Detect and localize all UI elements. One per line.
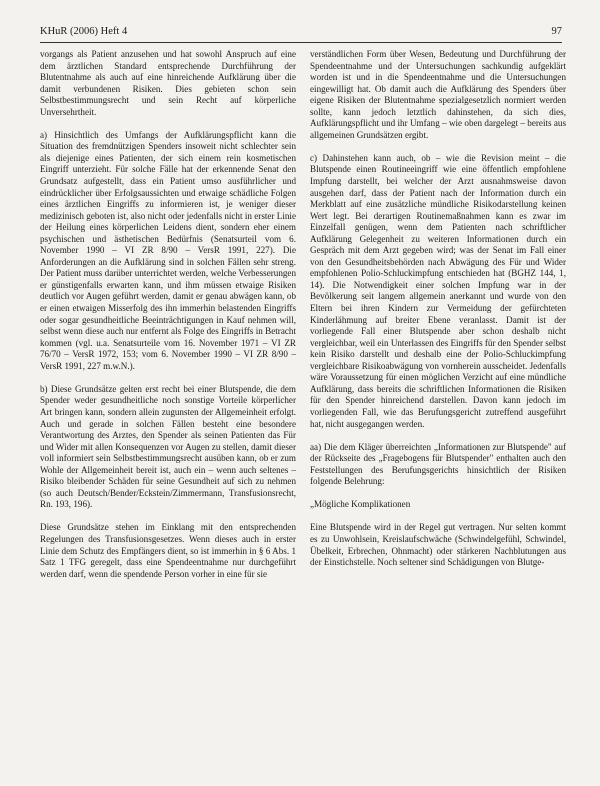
paragraph: a) Hinsichtlich des Umfangs der Aufklärungspflicht kann die Situation des fremdnützigen Spenders insoweit nicht schlechter sein als diejenige eines Patienten, der sich einem rein kosmetischen Eingriff unterzieht. Für solche Fälle hat der erkennende Senat den Grundsatz aufgestellt, dass ein Patient umso ausführlicher und eindrücklicher über Erfolgsaussichten und etwaige schädliche Folgen eines ärztlichen Eingriffs zu informieren ist, je weniger dieser medizinisch geboten ist, also nicht oder jedenfalls nicht in erster Linie der Heilung eines körperlichen Leidens dient, sondern eher einem psychischen und ästhetischen Bedürfnis (Senatsurteil vom 6. November 1990 – VI ZR 8/90 – VersR 1991, 227). Die Anforderungen an die Aufklärung sind in solchen Fällen sehr streng. Der Patient muss darüber unterrichtet werden, welche Verbesserungen er günstigenfalls erwarten kann, und ihm müssen etwaige Risiken deutlich vor Augen geführt werden, damit er genau abwägen kann, ob er einen etwaigen Misserfolg des ihn immerhin belastenden Eingriffs oder sogar gesundheitliche Beeinträchtigungen in Kauf nehmen will, selbst wenn diese auch nur entfernt als Folge des Eingriffs in Betracht kommen (vgl. u.a. Senatsurteile vom 16. November 1971 – VI ZR 76/70 – VersR 1972, 153; vom 6. November 1990 – VI ZR 8/90 – VersR 1991, 227 m.w.N.).: [40, 129, 296, 371]
left-column: [40, 49, 296, 580]
paragraph: verständlichen Form über Wesen, Bedeutung und Durchführung der Spendeentnahme und der Untersuchungen sachkundig aufgeklärt worden ist und in die Spendeentnahme und die Untersuchungen eingewilligt hat. Ob damit auch die Aufklärung des Spenders über eigene Risiken der Blutentnahme spezialgesetzlich normiert werden sollte, kann jedoch letztlich dahinstehen, da sich dies, Aufklärungspflicht und ihr Umfang – wie oben dargelegt – bereits aus allgemeinen Grundsätzen ergibt.: [310, 49, 566, 140]
paragraph: aa) Die dem Kläger überreichten „Informationen zur Blutspende" auf der Rückseite des „Fragebogens für Blutspender" enthalten auch den Feststellungen des Berufungsgerichts hinsichtlich der Risiken folgende Belehrung:: [310, 441, 566, 487]
right-column: [310, 49, 566, 569]
paragraph: Diese Grundsätze stehen im Einklang mit den entsprechenden Regelungen des Transfusionsgesetzes. Wenn dieses auch in erster Linie dem Schutz des Empfängers dient, so ist immerhin in § 6 Abs. 1 Satz 1 TFG geregelt, dass eine Spendeentnahme nur durchgeführt werden darf, wenn die spendende Person vorher in eine für sie: [40, 522, 296, 579]
paragraph: b) Diese Grundsätze gelten erst recht bei einer Blutspende, die dem Spender weder gesundheitliche noch sonstige Vorteile körperlicher Art bringen kann, sondern allein zugunsten der Allgemeinheit erfolgt. Auch und gerade in solchen Fällen besteht eine besondere Verantwortung des Arztes, den Spender als seinen Patienten das Für und Wider mit allen Konsequenzen vor Augen zu stellen, damit dieser voll informiert sein Selbstbestimmungsrecht ausüben kann, ob er zum Wohle der Allgemeinheit bereit ist, auch ein – wenn auch seltenes – Risiko bleibender Schäden für seine Gesundheit auf sich zu nehmen (so auch Deutsch/Bender/Eckstein/Zimmermann, Transfusionsrecht, Rn. 193, 196).: [40, 383, 296, 510]
journal-citation: KHuR (2006) Heft 4: [40, 26, 128, 37]
page-header: [40, 26, 562, 42]
paragraph: Eine Blutspende wird in der Regel gut vertragen. Nur selten kommt es zu Unwohlsein, Kreislaufschwäche (Schwindelgefühl, Schwindel, Übelkeit, Erbrechen, Ohnmacht) oder stärkeren Nachblutungen aus der Einstichstelle. Noch seltener sind Schädigungen von Blutge-: [310, 522, 566, 568]
subheading: „Mögliche Komplikationen: [310, 499, 411, 510]
paragraph: vorgangs als Patient anzusehen und hat sowohl Anspruch auf eine dem ärztlichen Standard entsprechende Durchführung der Blutentnahme als auch auf eine hinreichende Aufklärung über die damit verbundenen Risiken. Dies gebieten schon sein Selbstbestimmungsrecht und sein Recht auf körperliche Unversehrtheit.: [40, 49, 296, 117]
paragraph: c) Dahinstehen kann auch, ob – wie die Revision meint – die Blutspende einen Routineeingriff wie eine öffentlich empfohlene Impfung darstellt, bei welcher der Arzt ausnahmsweise davon ausgehen darf, dass der Patient nach der Information durch ein Merkblatt auf eine zusätzliche mündliche Risikodarstellung keinen Wert legt. Bei derartigen Routinemaßnahmen kann es zwar im Einzelfall genügen, wenn dem Patienten nach schriftlicher Aufklärung Gelegenheit zu weiteren Informationen durch ein Gespräch mit dem Arzt gegeben wird; was der Senat im Fall einer von den Gesundheitsbehörden nach Abwägung des Für und Wider empfohlenen Polio-Schluckimpfung entschieden hat (BGHZ 144, 1, 14). Die Notwendigkeit einer solchen Impfung war in der Bevölkerung seit langem allgemein anerkannt und wurde von den Eltern bei ihren Kindern zur Vermeidung der gefürchteten Kinderlähmung auf breiter Ebene veranlasst. Damit ist der vorliegende Fall einer Blutspende aber schon deshalb nicht vergleichbar, weil ein Unterlassen des Eingriffs für den Spender selbst kein Risiko darstellt und deshalb eine der Polio-Schluckimpfung vergleichbare Risikoabwägung von vornherein ausscheidet. Jedenfalls wäre Voraussetzung für einen möglichen Verzicht auf eine mündliche Aufklärung, dass bereits die schriftlichen Informationen die Risiken für den Spender hinreichend darstellen. Davon kann jedoch im vorliegenden Fall, wie das Berufungsgericht zutreffend ausgeführt hat, nicht ausgegangen werden.: [310, 152, 566, 429]
header-rule: [40, 42, 562, 43]
page-number: 97: [551, 26, 562, 37]
